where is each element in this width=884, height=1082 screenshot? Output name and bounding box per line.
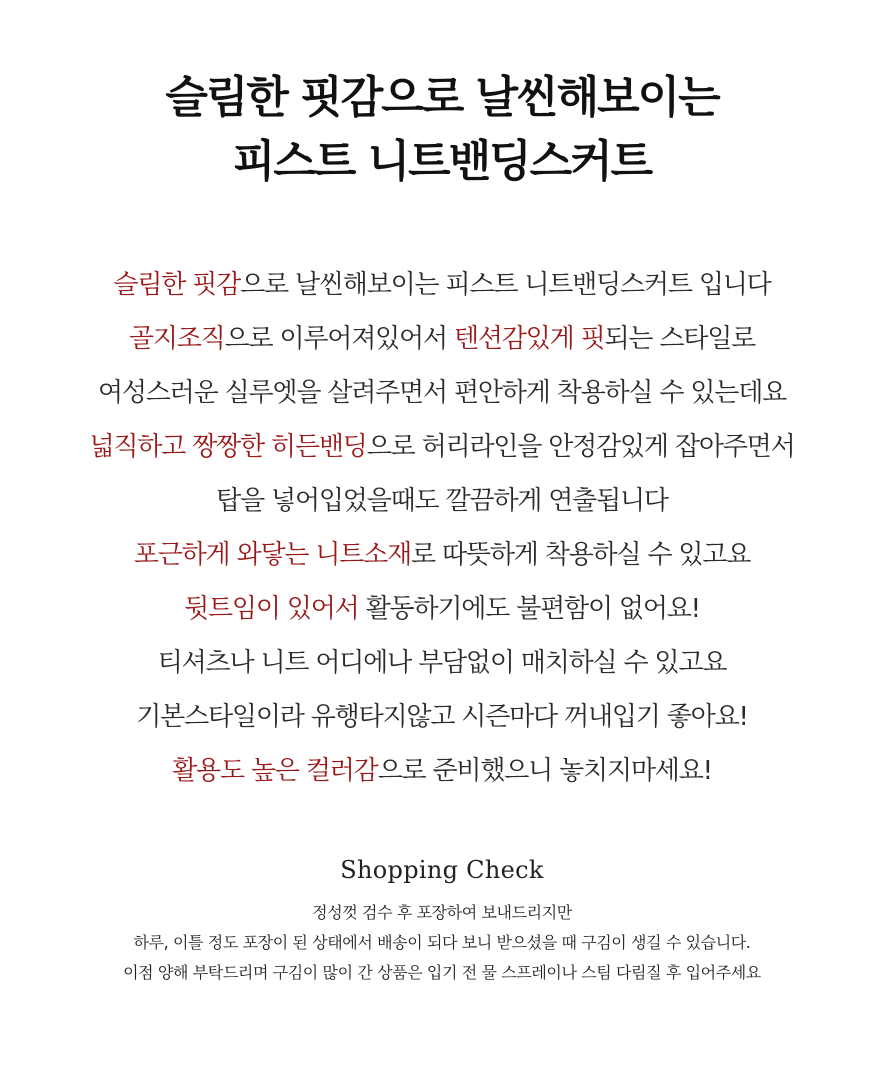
description-text: 기본스타일이라 유행타지않고 시즌마다 꺼내입기 좋아요!	[136, 702, 748, 732]
description-line	[0, 474, 884, 528]
headline-line-2: 피스트 니트밴딩스커트	[232, 136, 652, 187]
description-text: 되는 스타일로	[604, 324, 756, 354]
description-highlight: 활용도 높은 컬러감	[172, 756, 378, 786]
description-highlight: 포근하게 와닿는 니트소재	[133, 540, 412, 570]
shopping-note: 정성껏 검수 후 포장하여 보내드리지만	[312, 903, 572, 922]
description-line	[0, 258, 884, 312]
shopping-note: 하루, 이틀 정도 포장이 된 상태에서 배송이 되다 보니 받으셨을 때 구김이 생길 수 있습니다.	[133, 933, 751, 952]
headline-line-1: 슬림한 핏감으로 날씬해보이는	[165, 72, 719, 123]
description-line	[0, 690, 884, 744]
description-highlight: 슬림한 핏감	[113, 270, 241, 300]
description-highlight: 텐션감있게 핏	[453, 324, 605, 354]
description-text: 으로 날씬해보이는 피스트 니트밴딩스커트 입니다	[240, 270, 771, 300]
description-highlight: 골지조직	[128, 324, 225, 354]
description-highlight: 뒷트임이 있어서	[184, 594, 359, 624]
description-text: 로 따뜻하게 착용하실 수 있고요	[411, 540, 751, 570]
shopping-check-notes	[0, 898, 884, 988]
description-line	[0, 582, 884, 636]
description-text: 여성스러운 실루엣을 살려주면서 편안하게 착용하실 수 있는데요	[97, 378, 787, 408]
description-text: 티셔츠나 니트 어디에나 부담없이 매치하실 수 있고요	[157, 648, 727, 678]
description-line	[0, 420, 884, 474]
shopping-check-title: Shopping Check	[340, 856, 544, 884]
description-text: 으로 허리라인을 안정감있게 잡아주면서	[366, 432, 795, 462]
description-line	[0, 744, 884, 798]
description-line	[0, 528, 884, 582]
shopping-note: 이점 양해 부탁드리며 구김이 많이 간 상품은 입기 전 물 스프레이나 스팀 다림질 후 입어주세요	[123, 963, 761, 982]
description-highlight: 넓직하고 짱짱한 히든밴딩	[89, 432, 367, 462]
description-line	[0, 366, 884, 420]
description-text: 으로 준비했으니 놓치지마세요!	[377, 756, 712, 786]
description-text: 활동하기에도 불편함이 없어요!	[358, 594, 700, 624]
product-description	[0, 258, 884, 798]
description-text: 으로 이루어져있어서	[224, 324, 454, 354]
description-text: 탑을 넣어입었을때도 깔끔하게 연출됩니다	[216, 486, 668, 516]
product-headline	[0, 66, 884, 194]
description-line	[0, 636, 884, 690]
description-line	[0, 312, 884, 366]
